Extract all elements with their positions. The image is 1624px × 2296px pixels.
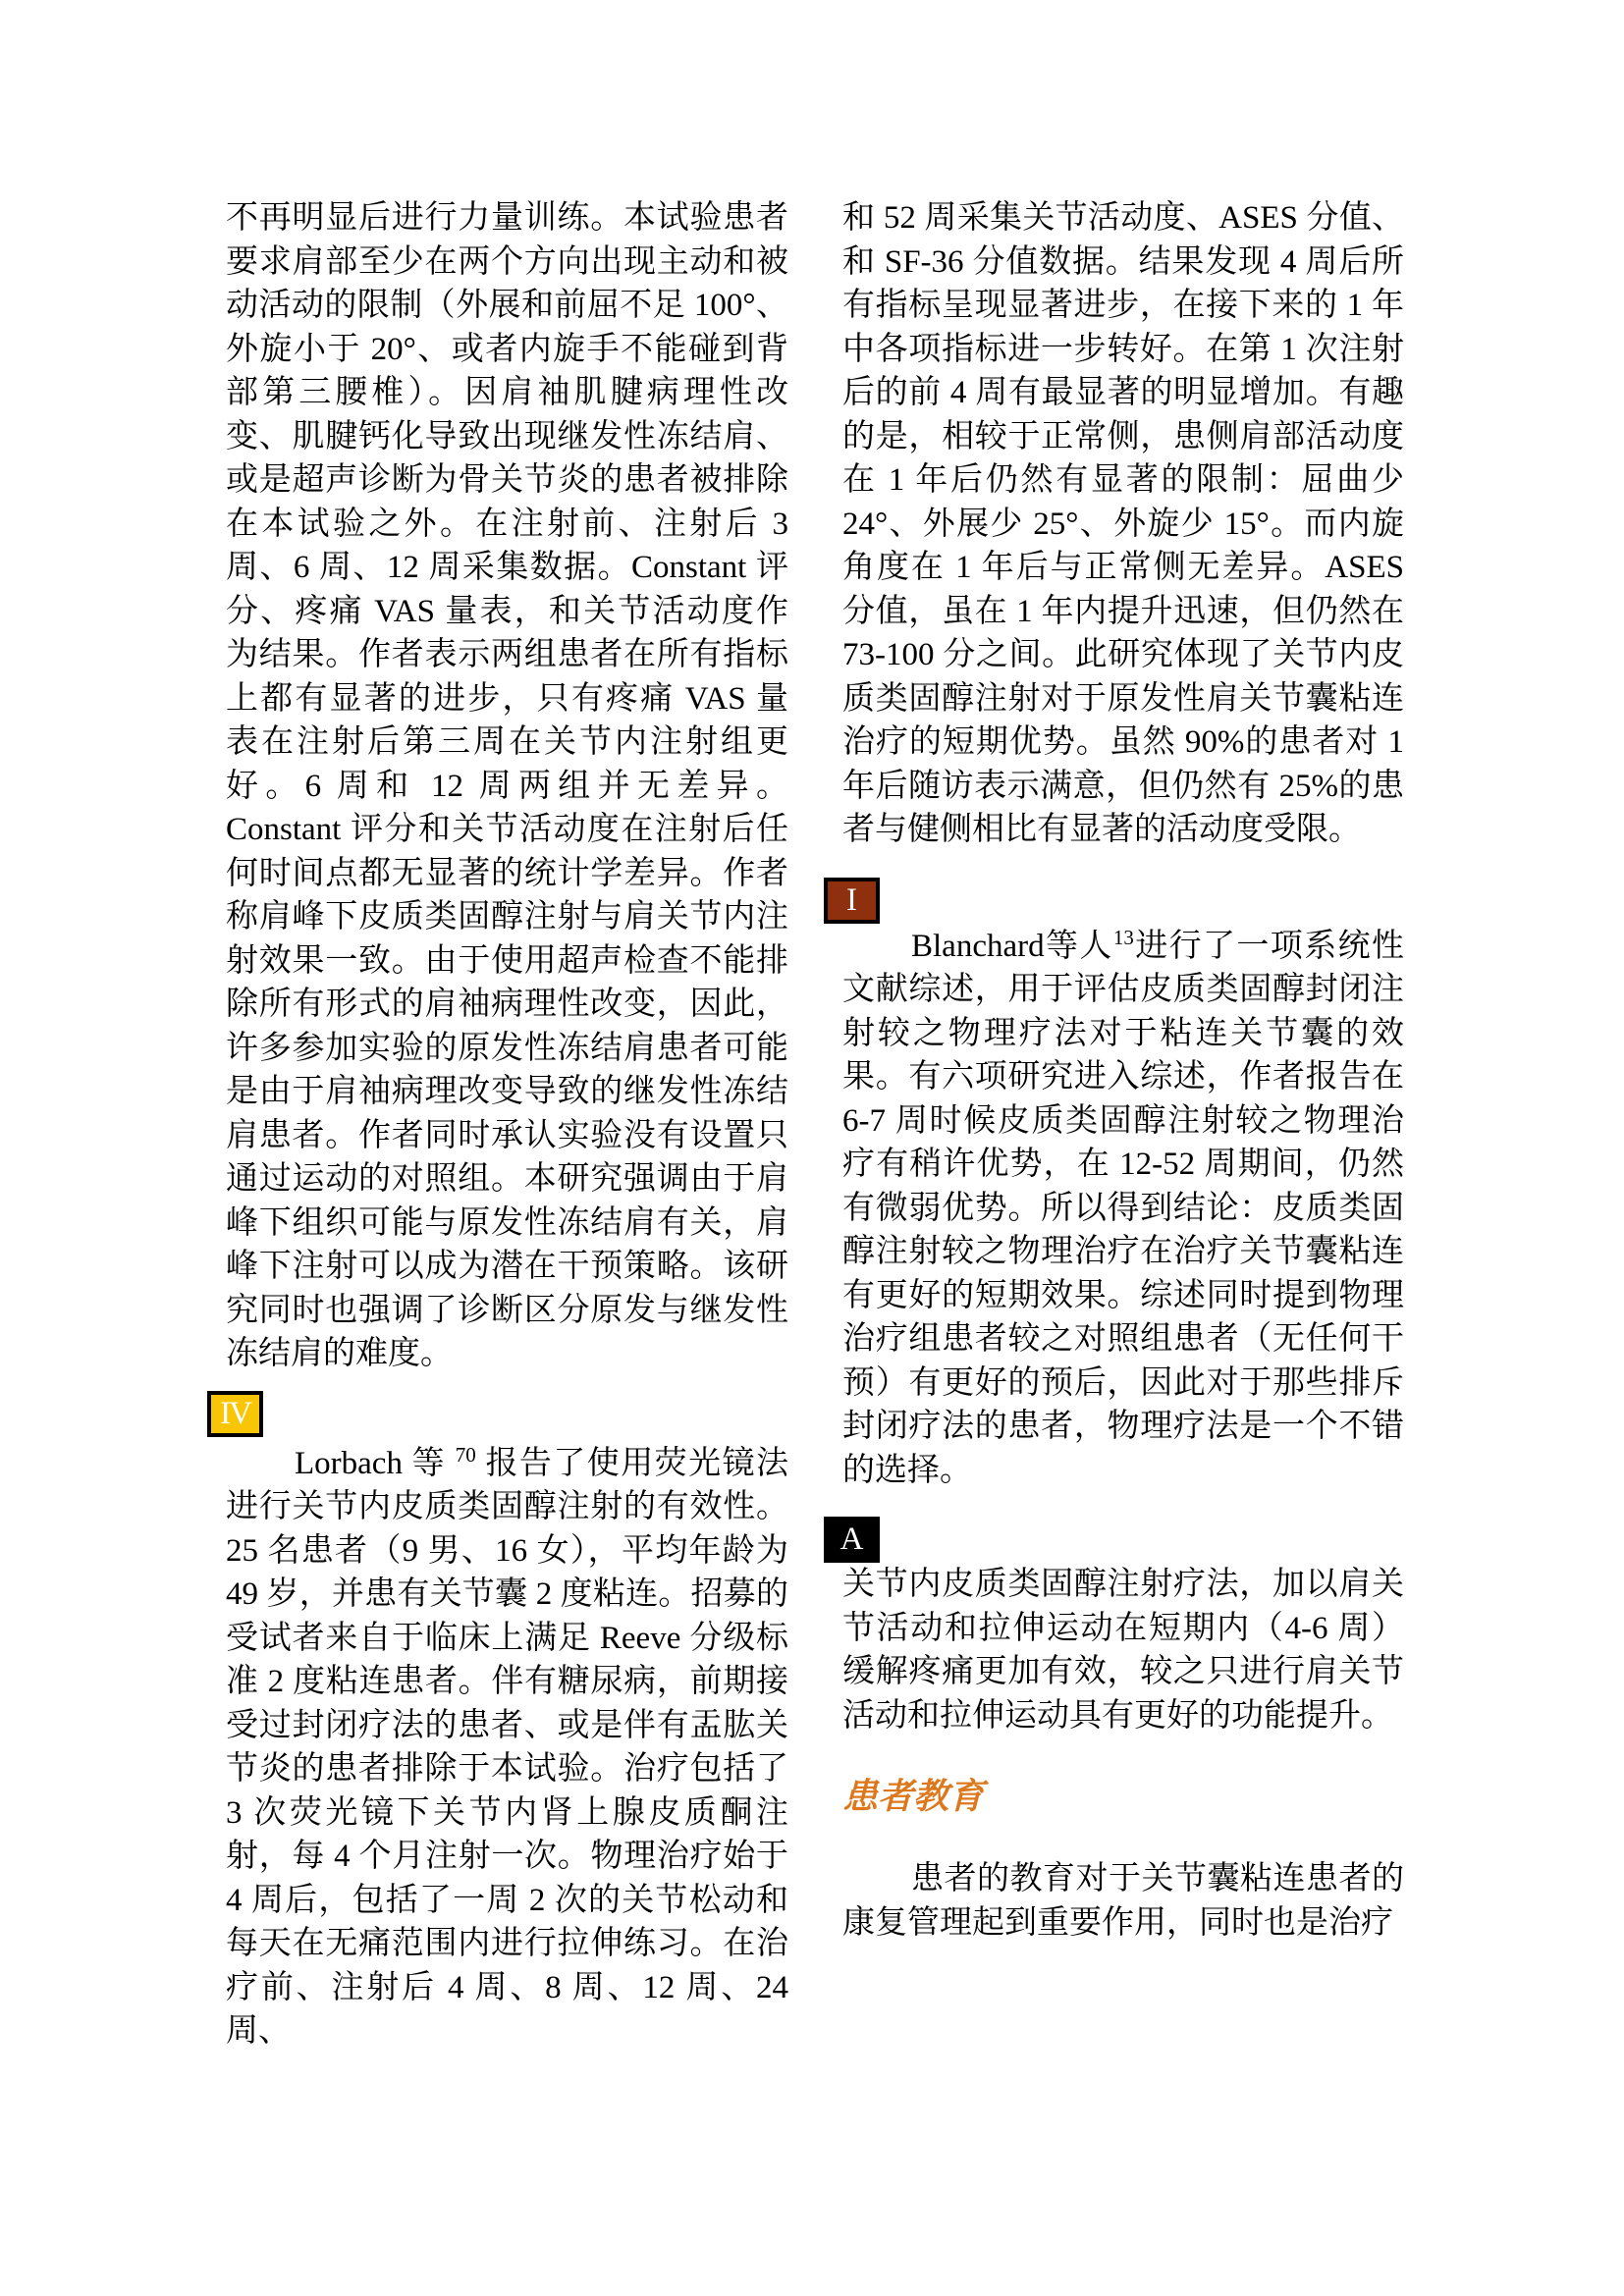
paragraph-patient-education: 患者的教育对于关节囊粘连患者的康复管理起到重要作用，同时也是治疗 [842,1861,1404,1941]
reference-superscript: 70 [455,1442,476,1467]
paragraph-blanchard-review: Blanchard等人$^{13}$进行了一项系统性文献综述，用于评估皮质类固醇封闭注射较之物理疗法对于粘连关节囊的效果。有六项研究进入综述，作者报告在 6-7 周时候皮质类固醇注射较之物理治疗有稍许优势，在 12-52 周期间，仍然有微弱优势。所以得到结论：皮质类固醇注射较之物理治疗在治疗关节囊粘连有更好的短期效果。综述同时提到物理治疗组患者较之对照组患者（无任何干预）有更好的预后，因此对于那些排斥封闭疗法的患者，物理疗法是一个不错的选择。 [842,925,1405,1488]
recommendation-grade-a-badge: A [824,1517,880,1563]
paragraph-lorbach-study: Lorbach 等 $^{70}$ 报告了使用荧光镜法进行关节内皮质类固醇注射的有效性。25 名患者（9 男、16 女），平均年龄为 49 岁，并患有关节囊 2 度粘连。招募的受试者来自于临床上满足 Reeve 分级标准 2 度粘连患者。伴有糖尿病，前期接受过封闭疗法的患者、或是伴有盂肱关节炎的患者排除于本试验。治疗包括了 3 次荧光镜下关节内肾上腺皮质酮注射，每 4 个月注射一次。物理治疗始于 4 周后，包括了一周 2 次的关节松动和每天在无痛范围内进行拉伸练习。在治疗前、注射后 4 周、8 周、12 周、24 周、 [226,1442,788,2049]
paragraph-injection-trial-results: 不再明显后进行力量训练。本试验患者要求肩部至少在两个方向出现主动和被动活动的限制（外展和前屈不足 100°、外旋小于 20°、或者内旋手不能碰到背部第三腰椎）。因肩袖肌腱病理性改变、肌腱钙化导致出现继发性冻结肩、或是超声诊断为骨关节炎的患者被排除在本试验之外。在注射前、注射后 3 周、6 周、12 周采集数据。Constant 评分、疼痛 VAS 量表，和关节活动度作为结果。作者表示两组患者在所有指标上都有显著的进步，只有疼痛 VAS 量表在注射后第三周在关节内注射组更好。6 周和 12 周两组并无差异。Constant 评分和关节活动度在注射后任何时间点都无显著的统计学差异。作者称肩峰下皮质类固醇注射与肩关节内注射效果一致。由于使用超声检查不能排除所有形式的肩袖病理性改变，因此，许多参加实验的原发性冻结肩患者可能是由于肩袖病理改变导致的继发性冻结肩患者。作者同时承认实验没有设置只通过运动的对照组。本研究强调由于肩峰下组织可能与原发性冻结肩有关，肩峰下注射可以成为潜在干预策略。该研究同时也强调了诊断区分原发与继发性冻结肩的难度。 [226,200,788,1371]
paragraph-grade-a-statement: 关节内皮质类固醇注射疗法，加以肩关节活动和拉伸运动在短期内（4-6 周）缓解疼痛更加有效，较之只进行肩关节活动和拉伸运动具有更好的功能提升。 [842,1567,1404,1734]
evidence-level-i-badge: I [824,878,880,924]
evidence-level-iv-badge: IV [207,1391,263,1437]
right-text-column [839,196,1405,1945]
left-text-column [220,196,788,2054]
section-heading-patient-education: 患者教育 [842,1777,985,1816]
paragraph-52-week-results: 和 52 周采集关节活动度、ASES 分值、和 SF-36 分值数据。结果发现 4 周后所有指标呈现显著进步，在接下来的 1 年中各项指标进一步转好。在第 1 次注射后的前 4 周有最显著的明显增加。有趣的是，相较于正常侧，患侧肩部活动度在 1 年后仍然有显著的限制：屈曲少 24°、外展少 25°、外旋少 15°。而内旋角度在 1 年后与正常侧无差异。ASES 分值，虽在 1 年内提升迅速，但仍然在 73-100 分之间。此研究体现了关节内皮质类固醇注射对于原发性肩关节囊粘连治疗的短期优势。虽然 90%的患者对 1 年后随访表示满意，但仍然有 25%的患者与健侧相比有显著的活动度受限。 [842,200,1404,847]
reference-superscript: 13 [1112,925,1134,949]
